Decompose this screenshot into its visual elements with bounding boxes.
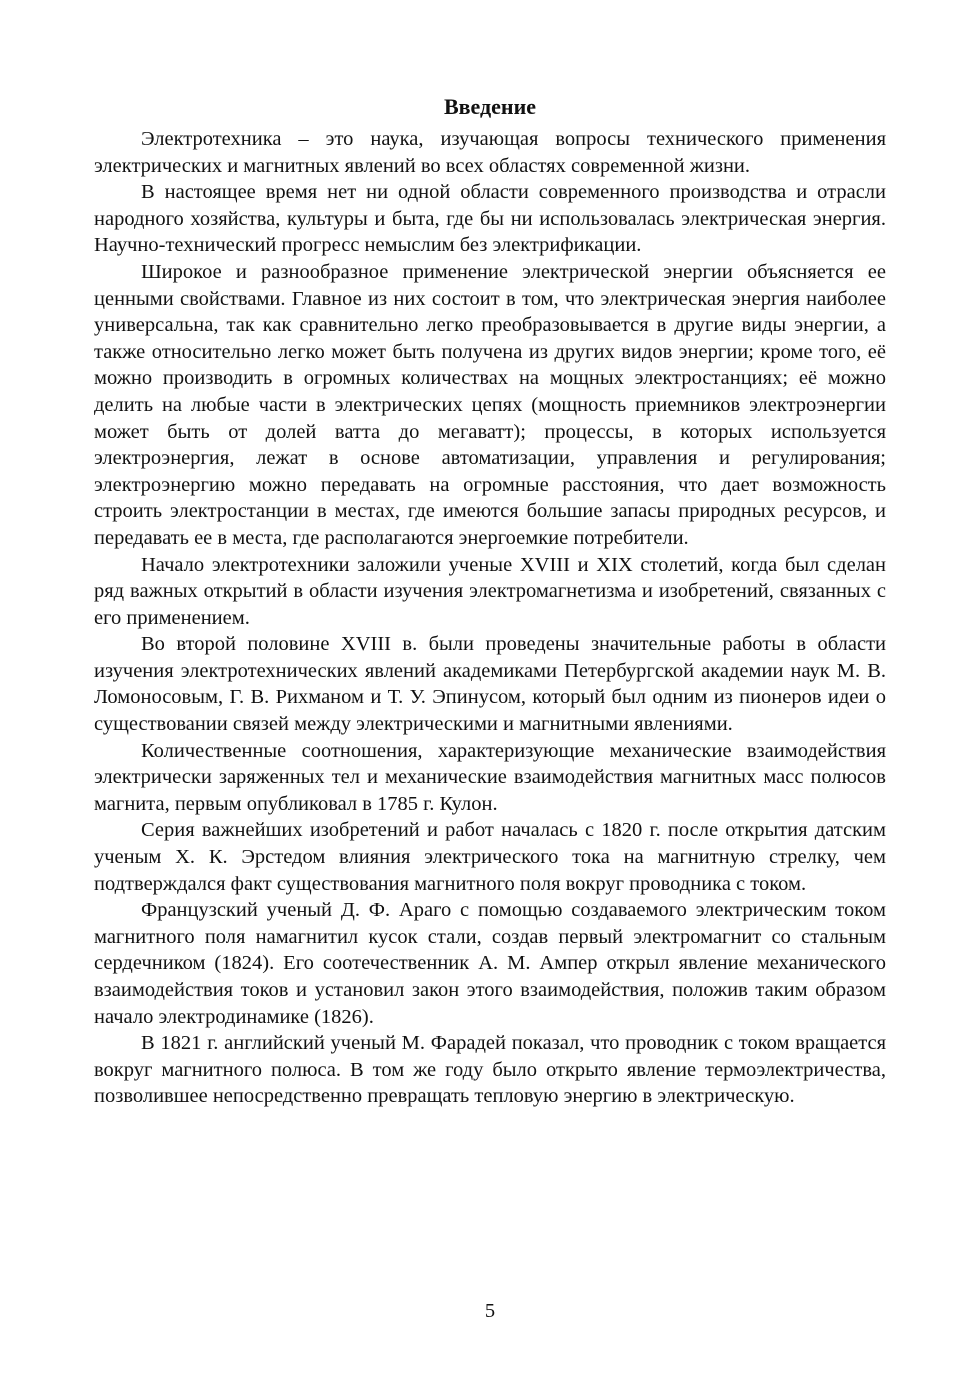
page-number: 5 bbox=[484, 1300, 496, 1322]
paragraph-1: Электротехника – это наука, изучающая вопросы технического применения электрических и магнитных явлений во всех областях современной жизни. bbox=[94, 128, 886, 177]
paragraph-4: Начало электротехники заложили ученые XVIII и XIX столетий, когда был сделан ряд важных открытий в области изучения электромагнетизма и изобретений, связанных с его применением. bbox=[94, 553, 886, 629]
page-title: Введение bbox=[443, 94, 537, 119]
paragraph-3: Широкое и разнообразное применение электрической энергии объясняется ее ценными свойствами. Главное из них состоит в том, что электрическая энергия наиболее универсальна, так как сравнительно легко преобразовывается в другие виды энергии, а также относительно легко может быть получена из других видов энергии; кроме того, её можно производить в огромных количествах на мощных электростанциях; её можно делить на любые части в электрических цепях (мощность приемников электроэнергии может быть от долей ватта до мегаватт); процессы, в которых используется электроэнергия, лежат в основе автоматизации, управления и регулирования; электроэнергию можно передавать на огромные расстояния, что дает возможность строить электростанции в местах, где имеются большие запасы природных ресурсов, и передавать ее в места, где располагаются энергоемкие потребители. bbox=[94, 260, 886, 549]
paragraph-5: Во второй половине XVIII в. были проведены значительные работы в области изучения электротехнических явлений академиками Петербургской академии наук М. В. Ломоносовым, Г. В. Рихманом и Т. У. Эпинусом, который был одним из пионеров идеи о существовании связей между электрическими и магнитными явлениями. bbox=[94, 633, 886, 736]
paragraph-2: В настоящее время нет ни одной области современного производства и отрасли народного хозяйства, культуры и быта, где бы ни использовалась электрическая энергия. Научно-технический прогресс немыслим без электрификации. bbox=[94, 181, 886, 257]
paragraph-6: Количественные соотношения, характеризующие механические взаимодействия электрически заряженных тел и механические взаимодействия магнитных масс полюсов магнита, первым опубликовал в 1785 г. Кулон. bbox=[94, 739, 886, 815]
document-page bbox=[94, 92, 886, 1110]
paragraph-7: Серия важнейших изобретений и работ началась с 1820 г. после открытия датским ученым Х. К. Эрстедом влияния электрического тока на магнитную стрелку, чем подтверждался факт существования магнитного поля вокруг проводника с током. bbox=[94, 819, 886, 895]
paragraph-9: В 1821 г. английский ученый М. Фарадей показал, что проводник с током вращается вокруг магнитного полюса. В том же году было открыто явление термоэлектричества, позволившее непосредственно превращать тепловую энергию в электрическую. bbox=[94, 1032, 886, 1108]
paragraph-8: Французский ученый Д. Ф. Араго с помощью создаваемого электрическим током магнитного поля намагнитил кусок стали, создав первый электромагнит со стальным сердечником (1824). Его соотечественник А. М. Ампер открыл явление механического взаимодействия токов и установил закон этого взаимодействия, положив таким образом начало электродинамике (1826). bbox=[94, 899, 886, 1028]
